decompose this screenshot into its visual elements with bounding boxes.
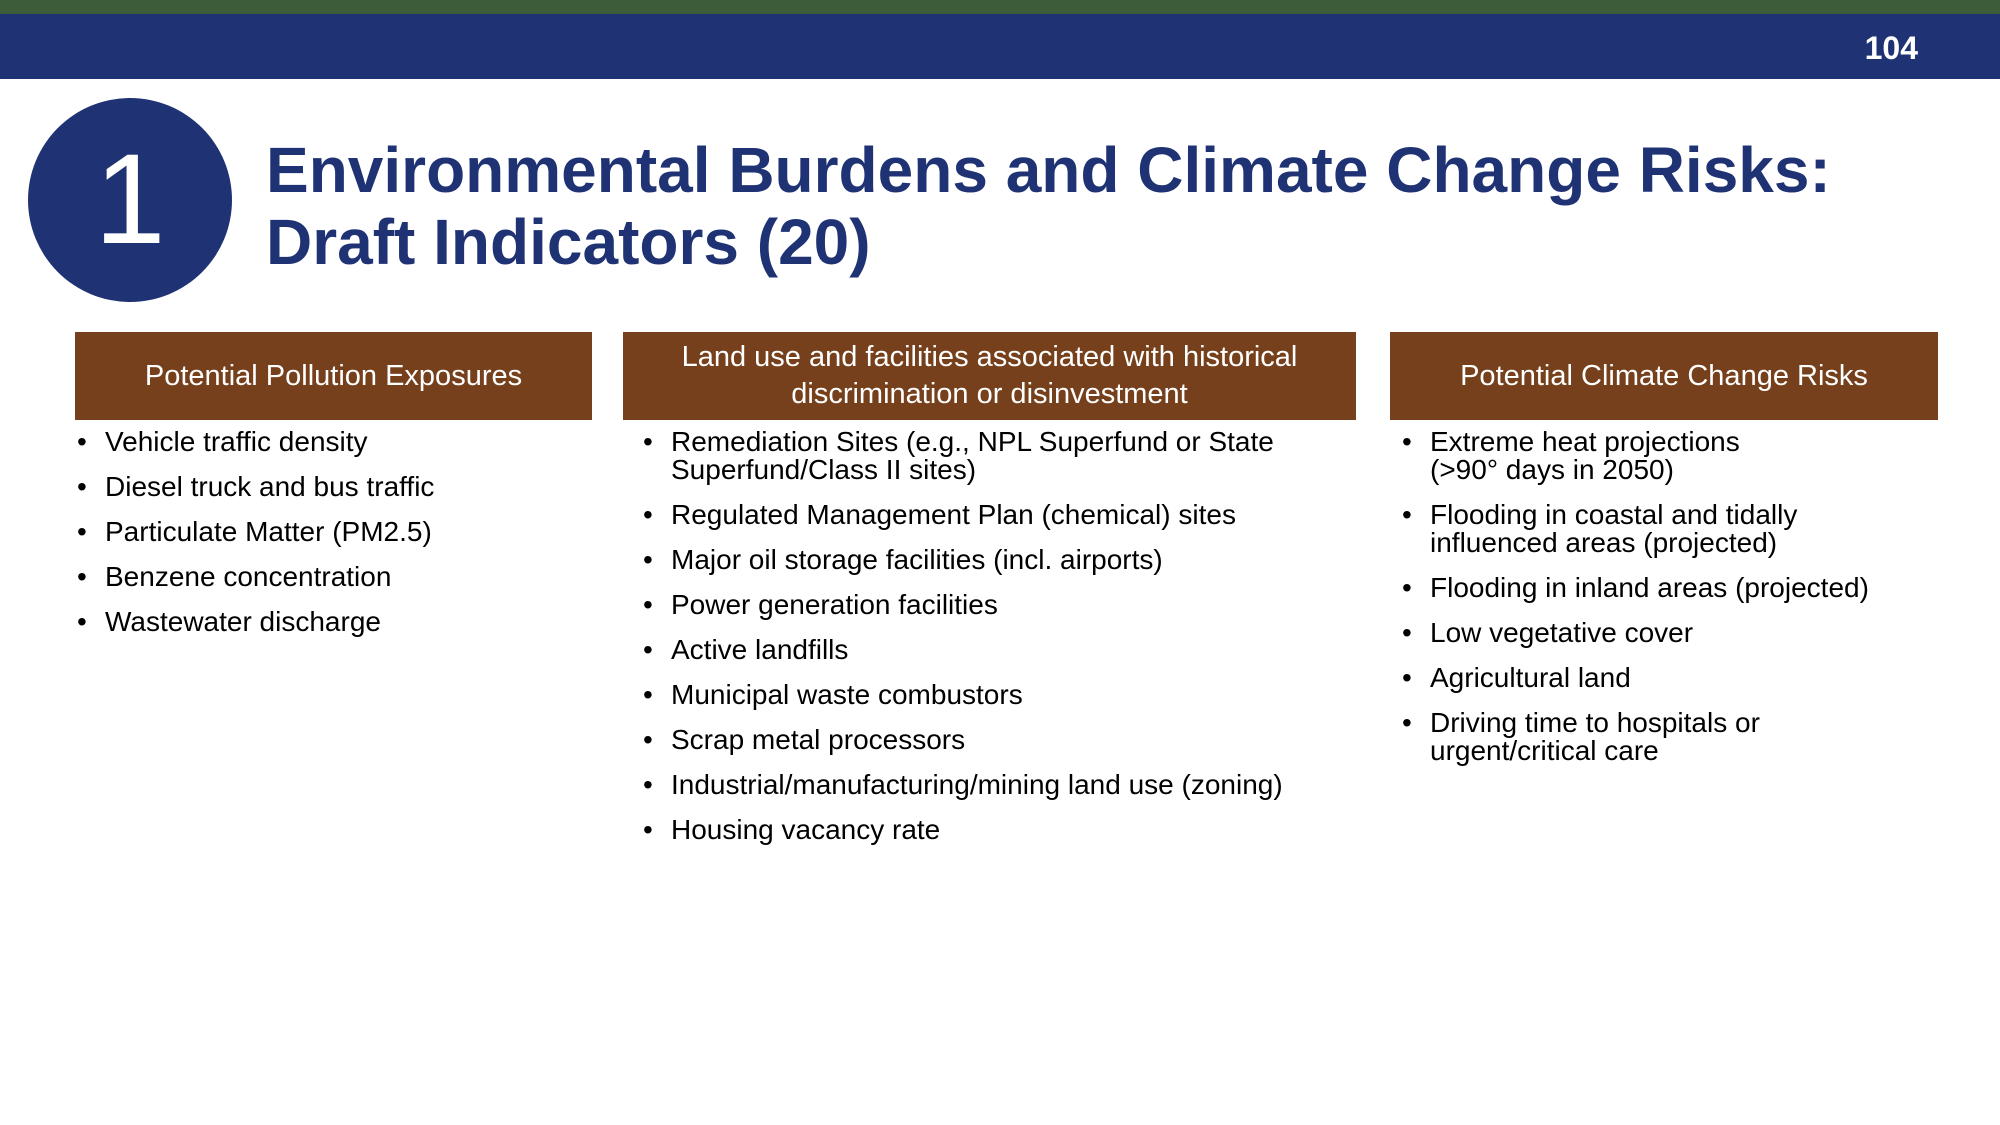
list-item <box>643 816 1356 844</box>
column-header <box>75 332 592 420</box>
list-item-text: • Scrap metal processors <box>671 724 966 755</box>
top-accent-band <box>0 0 2000 14</box>
list-item-text: urgent/critical care <box>1430 735 1659 766</box>
list-item <box>643 726 1356 754</box>
list-item <box>1402 619 1938 647</box>
list-item-text: • Housing vacancy rate <box>671 814 941 845</box>
list-item-text: • Municipal waste combustors <box>671 679 1023 710</box>
list-item <box>1402 501 1938 557</box>
column-header-line: Potential Climate Change Risks <box>1460 359 1868 392</box>
list-item <box>643 428 1356 484</box>
list-item <box>77 563 592 591</box>
list-item-text: • Driving time to hospitals or <box>1430 707 1760 738</box>
column-header-line: Potential Pollution Exposures <box>144 359 523 392</box>
page-number: 104 <box>1864 30 1918 66</box>
list-item <box>643 591 1356 619</box>
list-item <box>643 636 1356 664</box>
column-climate-change-risks <box>1390 332 1938 782</box>
bullet-list <box>77 428 592 636</box>
list-item <box>1402 574 1938 602</box>
bullet-list <box>643 428 1356 844</box>
list-item-text: • Power generation facilities <box>671 589 998 620</box>
column-land-use-facilities <box>623 332 1356 861</box>
list-item-text: • Benzene concentration <box>105 561 392 592</box>
list-item <box>77 518 592 546</box>
column-pollution-exposures <box>75 332 592 653</box>
list-item-text: • Flooding in inland areas (projected) <box>1430 572 1869 603</box>
slide-title <box>266 134 1966 278</box>
list-item-text: • Agricultural land <box>1430 662 1631 693</box>
list-item <box>1402 664 1938 692</box>
list-item <box>77 428 592 456</box>
list-item <box>1402 428 1938 484</box>
column-header-line: discrimination or disinvestment <box>791 378 1188 410</box>
list-item <box>643 501 1356 529</box>
header-bar <box>0 14 2000 79</box>
list-item <box>643 771 1356 799</box>
list-item-text: • Particulate Matter (PM2.5) <box>105 516 432 547</box>
list-item <box>643 546 1356 574</box>
list-item <box>77 473 592 501</box>
bullet-list <box>1402 428 1938 765</box>
list-item-text: • Remediation Sites (e.g., NPL Superfund or State <box>671 426 1274 457</box>
list-item-text: (>90° days in 2050) <box>1430 454 1674 485</box>
list-item-text: Superfund/Class II sites) <box>671 454 977 485</box>
list-item-text: • Active landfills <box>671 634 849 665</box>
list-item-text: • Extreme heat projections <box>1430 426 1740 457</box>
slide-title-line-1: Environmental Burdens and Climate Change Risks: <box>266 134 1831 206</box>
list-item-text: • Major oil storage facilities (incl. airports) <box>671 544 1163 575</box>
list-item-text: • Low vegetative cover <box>1430 617 1694 648</box>
column-header <box>623 332 1356 420</box>
list-item <box>77 608 592 636</box>
list-item <box>1402 709 1938 765</box>
list-item <box>643 681 1356 709</box>
column-header <box>1390 332 1938 420</box>
list-item-text: • Industrial/manufacturing/mining land use (zoning) <box>671 769 1283 800</box>
list-item-text: • Flooding in coastal and tidally <box>1430 499 1798 530</box>
section-number-badge: 1 <box>28 98 232 302</box>
slide-title-line-2: Draft Indicators (20) <box>266 206 871 278</box>
list-item-text: • Diesel truck and bus traffic <box>105 471 435 502</box>
list-item-text: • Regulated Management Plan (chemical) sites <box>671 499 1236 530</box>
list-item-text: • Wastewater discharge <box>105 606 381 637</box>
list-item-text: • Vehicle traffic density <box>105 426 368 457</box>
column-header-line: Land use and facilities associated with historical <box>681 341 1298 373</box>
list-item-text: influenced areas (projected) <box>1430 527 1778 558</box>
